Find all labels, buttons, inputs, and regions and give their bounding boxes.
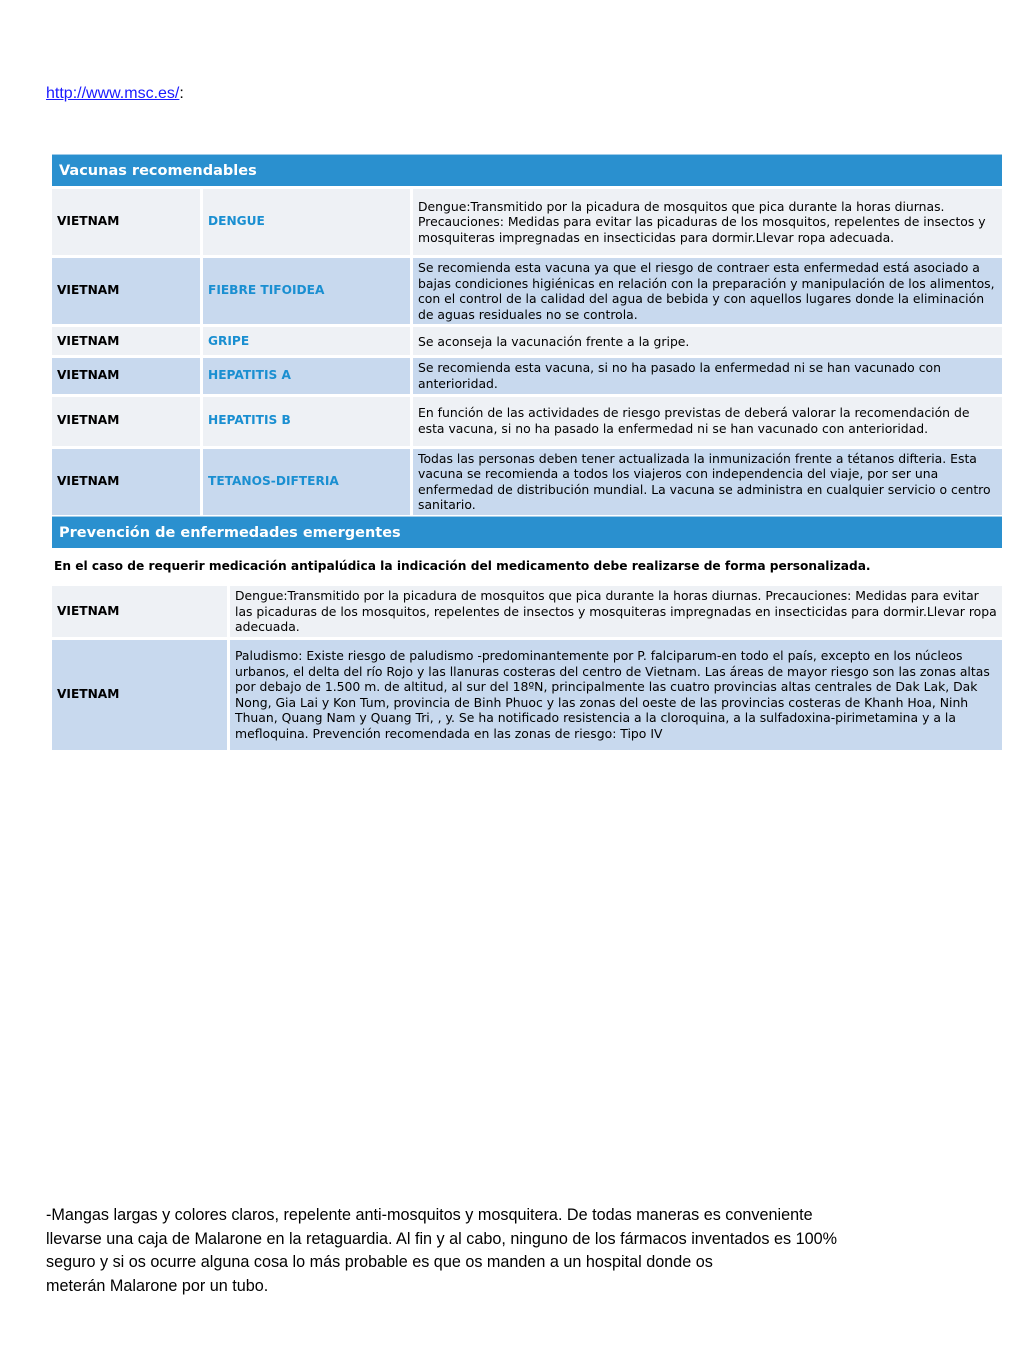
description-cell: Dengue:Transmitido por la picadura de mosquitos que pica durante la horas diurnas. Precauciones: Medidas para evitar las picaduras de los mosquitos, repelentes de insectos y mosquiteras impregnadas en insecticidas para dormir.Llevar ropa adecuada. bbox=[227, 586, 1002, 637]
disease-link[interactable]: GRIPE bbox=[200, 327, 410, 355]
footer-line: -Mangas largas y colores claros, repelente anti-mosquitos y mosquitera. De todas maneras es conveniente bbox=[46, 1206, 813, 1224]
vaccines-section-title: Vacunas recomendables bbox=[52, 154, 1002, 186]
table-row bbox=[52, 358, 1002, 393]
footer-line: meterán Malarone por un tubo. bbox=[46, 1276, 269, 1295]
disease-link[interactable]: TETANOS-DIFTERIA bbox=[200, 449, 410, 515]
description-cell: Se recomienda esta vacuna ya que el riesgo de contraer esta enfermedad está asociado a bajas condiciones higiénicas en relación con la preparación y manipulación de los alimentos, con el control de la calidad del agua de bebida y con aquellos lugares donde la eliminación de aguas residuales no se controla. bbox=[410, 258, 1002, 324]
malaria-note: En el caso de requerir medicación antipalúdica la indicación del medicamento debe realizarse de forma personalizada. bbox=[54, 559, 871, 573]
country-cell: VIETNAM bbox=[52, 327, 200, 355]
table-row bbox=[52, 586, 1002, 637]
country-cell: VIETNAM bbox=[52, 358, 200, 393]
description-cell: Se recomienda esta vacuna, si no ha pasado la enfermedad ni se han vacunado con anterioridad. bbox=[410, 358, 1002, 393]
disease-link[interactable]: HEPATITIS B bbox=[200, 397, 410, 446]
country-cell: VIETNAM bbox=[52, 586, 227, 637]
table-row bbox=[52, 189, 1002, 255]
disease-link[interactable]: FIEBRE TIFOIDEA bbox=[200, 258, 410, 324]
footer-paragraph bbox=[46, 1204, 986, 1298]
country-cell: VIETNAM bbox=[52, 640, 227, 750]
msc-link[interactable]: http://www.msc.es/ bbox=[46, 85, 180, 102]
country-cell: VIETNAM bbox=[52, 258, 200, 324]
description-cell: Se aconseja la vacunación frente a la gripe. bbox=[410, 327, 1002, 355]
table-row bbox=[52, 397, 1002, 446]
footer-line: seguro y si os ocurre alguna cosa lo más probable es que os manden a un hospital donde os bbox=[46, 1253, 713, 1271]
footer-line: llevarse una caja de Malarone en la retaguardia. Al fin y al cabo, ninguno de los fármacos inventados es 100% bbox=[46, 1229, 837, 1248]
table-row bbox=[52, 449, 1002, 515]
description-cell: En función de las actividades de riesgo previstas de deberá valorar la recomendación de esta vacuna, si no ha pasado la enfermedad ni se han vacunado con anterioridad. bbox=[410, 397, 1002, 446]
country-cell: VIETNAM bbox=[52, 397, 200, 446]
source-link-line bbox=[46, 85, 184, 103]
prevention-table bbox=[52, 583, 1002, 753]
disease-link[interactable]: DENGUE bbox=[200, 189, 410, 255]
disease-link[interactable]: HEPATITIS A bbox=[200, 358, 410, 393]
link-suffix: : bbox=[179, 85, 184, 102]
vaccines-section bbox=[52, 154, 1002, 518]
prevention-section bbox=[52, 516, 1002, 753]
country-cell: VIETNAM bbox=[52, 189, 200, 255]
country-cell: VIETNAM bbox=[52, 449, 200, 515]
prevention-section-title: Prevención de enfermedades emergentes bbox=[52, 516, 1002, 548]
description-cell: Dengue:Transmitido por la picadura de mosquitos que pica durante la horas diurnas. Precauciones: Medidas para evitar las picaduras de los mosquitos, repelentes de insectos y mosquiteras impregnadas en insecticidas para dormir.Llevar ropa adecuada. bbox=[410, 189, 1002, 255]
vaccines-table bbox=[52, 186, 1002, 518]
description-cell: Todas las personas deben tener actualizada la inmunización frente a tétanos difteria. Esta vacuna se recomienda a todos los viajeros con independencia del viaje, por ser una enfermedad de distribución mundial. La vacuna se administra en cualquier servicio o centro sanitario. bbox=[410, 449, 1002, 515]
description-cell: Paludismo: Existe riesgo de paludismo -predominantemente por P. falciparum-en todo el país, excepto en los núcleos urbanos, el delta del río Rojo y las llanuras costeras del centro de Vietnam. Las áreas de mayor riesgo son las zonas altas por debajo de 1.500 m. de altitud, al sur del 18ºN, principalmente las cuatro provincias altas centrales de Dak Lak, Dak Nong, Gia Lai y Kon Tum, provincia de Binh Phuoc y las zonas del oeste de las provincias costeras de Khanh Hoa, Ninh Thuan, Quang Nam y Quang Tri, , y. Se ha notificado resistencia a la cloroquina, a la sulfadoxina-pirimetamina y a la mefloquina. Prevención recomendada en las zonas de riesgo: Tipo IV bbox=[227, 640, 1002, 750]
table-row bbox=[52, 327, 1002, 355]
table-row bbox=[52, 640, 1002, 750]
table-row bbox=[52, 258, 1002, 324]
